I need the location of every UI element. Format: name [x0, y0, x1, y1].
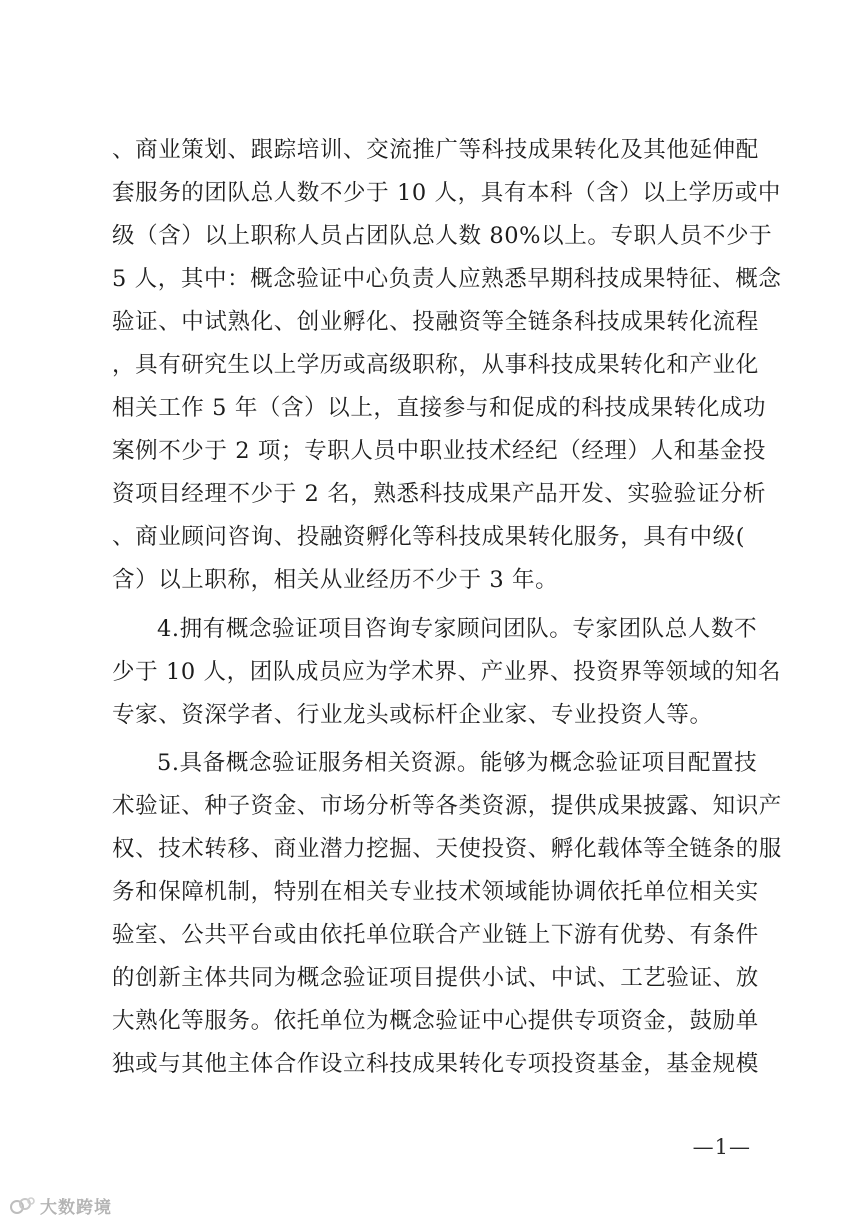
text-line: 含）以上职称，相关从业经历不少于 3 年。 — [112, 567, 559, 593]
text-line: 、商业顾问咨询、投融资孵化等科技成果转化服务，具有中级( — [112, 524, 746, 550]
text-line: 专家、资深学者、行业龙头或标杆企业家、专业投资人等。 — [112, 702, 713, 728]
text-line: 案例不少于 2 项；专职人员中职业技术经纪（经理）人和基金投 — [112, 438, 767, 464]
text-line: 资项目经理不少于 2 名，熟悉科技成果产品开发、实验验证分析 — [112, 481, 767, 507]
text-line: 5 人，其中：概念验证中心负责人应熟悉早期科技成果特征、概念 — [112, 266, 782, 292]
text-line: 验室、公共平台或由依托单位联合产业链上下游有优势、有条件 — [112, 922, 759, 948]
text-line: 大熟化等服务。依托单位为概念验证中心提供专项资金，鼓励单 — [112, 1008, 759, 1034]
text-line: 权、技术转移、商业潜力挖掘、天使投资、孵化载体等全链条的服 — [112, 836, 782, 862]
page-number: —1— — [692, 1135, 751, 1159]
text-line: 、商业策划、跟踪培训、交流推广等科技成果转化及其他延伸配 — [112, 137, 759, 163]
text-line: 务和保障机制，特别在相关专业技术领域能协调依托单位相关实 — [112, 879, 759, 905]
text-line: 验证、中试熟化、创业孵化、投融资等全链条科技成果转化流程 — [112, 309, 759, 335]
text-line: ，具有研究生以上学历或高级职称，从事科技成果转化和产业化 — [112, 352, 759, 378]
text-line: 少于 10 人，团队成员应为学术界、产业界、投资界等领域的知名 — [112, 659, 782, 685]
watermark — [8, 1192, 112, 1218]
text-line: 套服务的团队总人数不少于 10 人，具有本科（含）以上学历或中 — [112, 180, 782, 206]
text-line: 独或与其他主体合作设立科技成果转化专项投资基金，基金规模 — [112, 1051, 759, 1077]
text-line: 级（含）以上职称人员占团队总人数 80%以上。专职人员不少于 — [112, 223, 773, 249]
text-line: 相关工作 5 年（含）以上，直接参与和促成的科技成果转化成功 — [112, 395, 767, 421]
text-line: 的创新主体共同为概念验证项目提供小试、中试、工艺验证、放 — [112, 965, 759, 991]
paragraph-4-first-line: 4.拥有概念验证项目咨询专家顾问团队。专家团队总人数不 — [157, 616, 758, 642]
text-line: 术验证、种子资金、市场分析等各类资源，提供成果披露、知识产 — [112, 793, 782, 819]
watermark-text: 大数跨境 — [40, 1197, 112, 1218]
brand-logo-icon — [8, 1195, 36, 1215]
paragraph-5-first-line: 5.具备概念验证服务相关资源。能够为概念验证项目配置技 — [157, 750, 758, 776]
